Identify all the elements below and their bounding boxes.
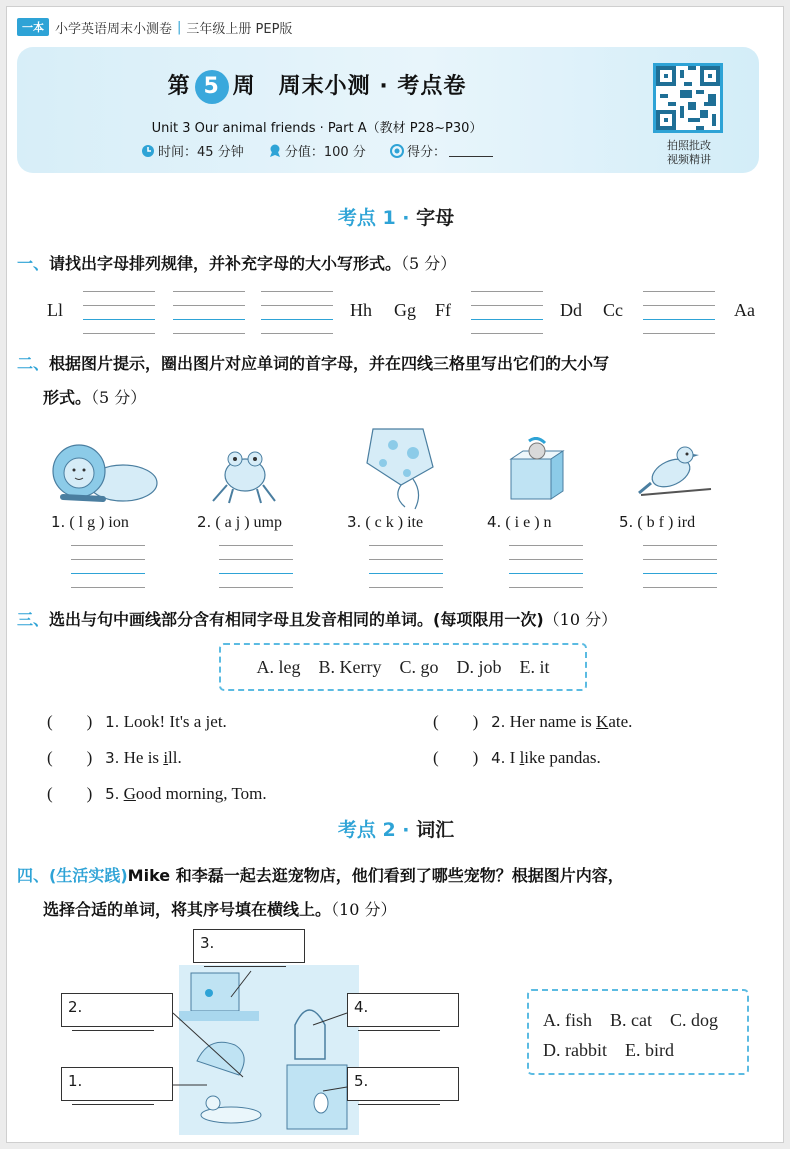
sentence-pre: I xyxy=(509,748,520,767)
question-number: 四、 xyxy=(17,866,50,885)
guide-line xyxy=(219,573,293,574)
guide-line xyxy=(471,291,543,292)
score-total-meta xyxy=(268,141,366,160)
clock-icon xyxy=(141,144,155,158)
picture-item-3 xyxy=(347,513,423,532)
letter-writing-grid[interactable] xyxy=(83,291,155,337)
letter-writing-grid[interactable] xyxy=(173,291,245,337)
section-title-2: 词汇 xyxy=(416,819,455,841)
week-badge: 5 xyxy=(195,70,229,104)
item-choice[interactable]: ( c k ) xyxy=(365,514,404,531)
sentence-post: ood morning, Tom. xyxy=(135,784,267,803)
section-heading-1 xyxy=(7,203,784,230)
word-writing-grid[interactable] xyxy=(369,545,443,591)
sentence-item-1 xyxy=(47,707,227,732)
item-number: 1. xyxy=(51,513,66,531)
time-meta xyxy=(141,141,244,160)
frog-icon xyxy=(203,445,283,507)
header-panel xyxy=(17,47,759,173)
question-number: 三、 xyxy=(17,610,50,629)
guide-line xyxy=(173,333,245,334)
sentence-pre: Her name is xyxy=(509,712,597,731)
sentence-post: ike pandas. xyxy=(524,748,601,767)
answer-blank[interactable]: ( ) xyxy=(433,712,479,731)
label-number: 3. xyxy=(200,934,215,952)
sentence-item-3 xyxy=(47,743,182,768)
guide-line xyxy=(173,291,245,292)
sentence-post: ll. xyxy=(168,748,182,767)
guide-line xyxy=(83,291,155,292)
guide-line xyxy=(71,545,145,546)
title-suffix: 周 周末小测 · 考点卷 xyxy=(232,74,467,99)
answer-blank[interactable]: ( ) xyxy=(47,784,93,803)
guide-line xyxy=(643,545,717,546)
guide-line xyxy=(369,559,443,560)
question-score: （10 分） xyxy=(331,900,397,919)
question-score: （5 分） xyxy=(91,388,147,407)
label-box-3[interactable] xyxy=(193,929,305,963)
label-box-5[interactable] xyxy=(347,1067,459,1101)
letter: Ll xyxy=(47,300,63,320)
question-text: 选出与句中画线部分含有相同字母且发音相同的单词。(每项限用一次) xyxy=(49,610,544,629)
picture-item-4 xyxy=(487,513,552,532)
award-icon xyxy=(268,144,282,158)
answer-line[interactable] xyxy=(204,952,286,967)
guide-line xyxy=(643,291,715,292)
guide-line xyxy=(71,587,145,588)
qr-label-line2: 视频精讲 xyxy=(667,153,711,166)
box-icon xyxy=(501,437,571,507)
label-number: 2. xyxy=(68,998,83,1016)
sentence-post: et. xyxy=(210,712,227,731)
guide-line xyxy=(471,305,543,306)
options-line-1: A. fish B. cat C. dog xyxy=(543,1010,718,1030)
word-writing-grid[interactable] xyxy=(509,545,583,591)
question-text-cont: 选择合适的单词，将其序号填在横线上。 xyxy=(43,900,332,919)
item-rest: n xyxy=(543,514,552,531)
qr-code[interactable] xyxy=(653,63,723,133)
worksheet-page xyxy=(6,6,784,1143)
item-choice[interactable]: ( b f ) xyxy=(637,514,674,531)
letter: Ff xyxy=(435,300,452,320)
section-kd-2: 考点 2 · xyxy=(337,819,417,841)
guide-line xyxy=(71,559,145,560)
top-bar xyxy=(17,17,292,37)
qr-label-line1: 拍照批改 xyxy=(667,139,711,152)
section-heading-2 xyxy=(7,815,784,842)
guide-line xyxy=(643,587,717,588)
item-choice[interactable]: ( l g ) xyxy=(69,514,105,531)
item-rest: ite xyxy=(407,514,424,531)
sentence-post: ate. xyxy=(608,712,633,731)
grade-name: 三年级上册 PEP版 xyxy=(186,21,293,37)
guide-line xyxy=(471,319,543,320)
bird-icon xyxy=(637,437,717,509)
question-tag: (生活实践) xyxy=(49,866,128,885)
letter: Gg xyxy=(394,300,416,320)
letter: Dd xyxy=(560,300,582,320)
guide-line xyxy=(261,291,333,292)
letter-writing-grid[interactable] xyxy=(471,291,543,337)
label-number: 4. xyxy=(354,998,369,1016)
guide-line xyxy=(369,587,443,588)
options-box: A. leg B. Kerry C. go D. job E. it xyxy=(219,643,587,691)
pet-options-box xyxy=(527,989,749,1075)
question-2-title xyxy=(17,347,767,415)
guide-line xyxy=(643,559,717,560)
label-box-2[interactable] xyxy=(61,993,173,1027)
guide-line xyxy=(509,559,583,560)
sentence-item-4 xyxy=(433,743,601,768)
meta-row xyxy=(17,141,617,162)
question-text: 请找出字母排列规律，并补充字母的大小写形式。 xyxy=(49,254,402,273)
item-choice[interactable]: ( a j ) xyxy=(215,514,250,531)
sentence-pre: He is xyxy=(123,748,164,767)
sentence-pre: Look! It's a xyxy=(123,712,206,731)
guide-line xyxy=(509,573,583,574)
answer-blank[interactable]: ( ) xyxy=(47,712,93,731)
answer-line[interactable] xyxy=(358,1016,440,1031)
guide-line xyxy=(173,305,245,306)
underlined-letter: l xyxy=(519,748,525,767)
underlined-letter: K xyxy=(596,712,609,731)
label-number: 1. xyxy=(68,1072,83,1090)
letter: Cc xyxy=(603,300,623,320)
question-text: 根据图片提示，圈出图片对应单词的首字母，并在四线三格里写出它们的大小写 xyxy=(49,354,610,373)
item-number: 2. xyxy=(491,713,506,731)
item-rest: ump xyxy=(253,514,282,531)
item-number: 4. xyxy=(491,749,506,767)
score-got-text: 得分： xyxy=(406,145,446,160)
item-number: 5. xyxy=(619,513,634,531)
guide-line xyxy=(509,587,583,588)
title-prefix: 第 xyxy=(167,74,191,99)
options-line-2: D. rabbit E. bird xyxy=(543,1040,674,1060)
guide-line xyxy=(509,545,583,546)
underlined-letter: j xyxy=(205,712,211,731)
lion-icon xyxy=(43,439,161,509)
word-writing-grid[interactable] xyxy=(71,545,145,591)
picture-item-2 xyxy=(197,513,282,532)
item-rest: ion xyxy=(108,514,129,531)
guide-line xyxy=(261,305,333,306)
guide-line xyxy=(261,319,333,320)
question-text-cont: 形式。 xyxy=(43,388,92,407)
label-box-4[interactable] xyxy=(347,993,459,1027)
answer-line[interactable] xyxy=(358,1090,440,1105)
guide-line xyxy=(219,587,293,588)
qr-icon xyxy=(656,66,720,130)
sentence-item-5 xyxy=(47,779,267,804)
item-rest: ird xyxy=(677,514,696,531)
word-writing-grid[interactable] xyxy=(643,545,717,591)
label-box-1[interactable] xyxy=(61,1067,173,1101)
letter: Aa xyxy=(734,300,755,320)
item-number: 5. xyxy=(105,785,120,803)
guide-line xyxy=(261,333,333,334)
guide-line xyxy=(83,333,155,334)
guide-line xyxy=(471,333,543,334)
guide-line xyxy=(643,305,715,306)
score-total-text: 分值：100 分 xyxy=(284,145,366,160)
item-number: 3. xyxy=(347,513,362,531)
question-score: （5 分） xyxy=(401,254,457,273)
series-name: 小学英语周末小测卷 xyxy=(55,21,173,37)
answer-blank[interactable]: ( ) xyxy=(433,748,479,767)
letter-writing-grid[interactable] xyxy=(261,291,333,337)
target-icon xyxy=(390,144,404,158)
guide-line xyxy=(643,573,717,574)
picture-item-1 xyxy=(51,513,129,532)
guide-line xyxy=(643,333,715,334)
item-number: 4. xyxy=(487,513,502,531)
unit-info: Unit 3 Our animal friends · Part A（教材 P28~P30） xyxy=(151,121,483,136)
question-text: Mike 和李磊一起去逛宠物店，他们看到了哪些宠物？根据图片内容， xyxy=(127,866,624,885)
item-number: 1. xyxy=(105,713,120,731)
section-kd-1: 考点 1 · xyxy=(337,207,417,229)
score-blank[interactable] xyxy=(449,144,493,157)
picture-item-5 xyxy=(619,513,695,532)
question-3-title xyxy=(17,603,617,637)
section-title-1: 字母 xyxy=(416,207,455,229)
word-writing-grid[interactable] xyxy=(219,545,293,591)
score-got-meta xyxy=(390,141,493,160)
guide-line xyxy=(83,305,155,306)
qr-label xyxy=(639,139,739,167)
answer-blank[interactable]: ( ) xyxy=(47,748,93,767)
guide-line xyxy=(369,573,443,574)
item-number: 2. xyxy=(197,513,212,531)
kite-icon xyxy=(353,423,439,511)
guide-line xyxy=(219,545,293,546)
brand-logo: 一本 xyxy=(17,18,49,36)
guide-line xyxy=(173,319,245,320)
underlined-letter: i xyxy=(163,748,169,767)
page-title xyxy=(17,69,617,104)
question-4-title xyxy=(17,859,767,927)
letter: Hh xyxy=(350,300,372,320)
letter-writing-grid[interactable] xyxy=(643,291,715,337)
guide-line xyxy=(71,573,145,574)
question-1-title xyxy=(17,247,456,281)
answer-line[interactable] xyxy=(72,1090,154,1105)
item-number: 3. xyxy=(105,749,120,767)
label-number: 5. xyxy=(354,1072,369,1090)
guide-line xyxy=(643,319,715,320)
time-text: 时间：45 分钟 xyxy=(158,145,244,160)
question-number: 二、 xyxy=(17,354,50,373)
question-score: （10 分） xyxy=(543,610,618,629)
answer-line[interactable] xyxy=(72,1016,154,1031)
separator: | xyxy=(177,19,182,35)
question-number: 一、 xyxy=(17,254,50,273)
guide-line xyxy=(83,319,155,320)
guide-line xyxy=(369,545,443,546)
sentence-item-2 xyxy=(433,707,632,732)
guide-line xyxy=(219,559,293,560)
underlined-letter: G xyxy=(123,784,136,803)
item-choice[interactable]: ( i e ) xyxy=(505,514,540,531)
